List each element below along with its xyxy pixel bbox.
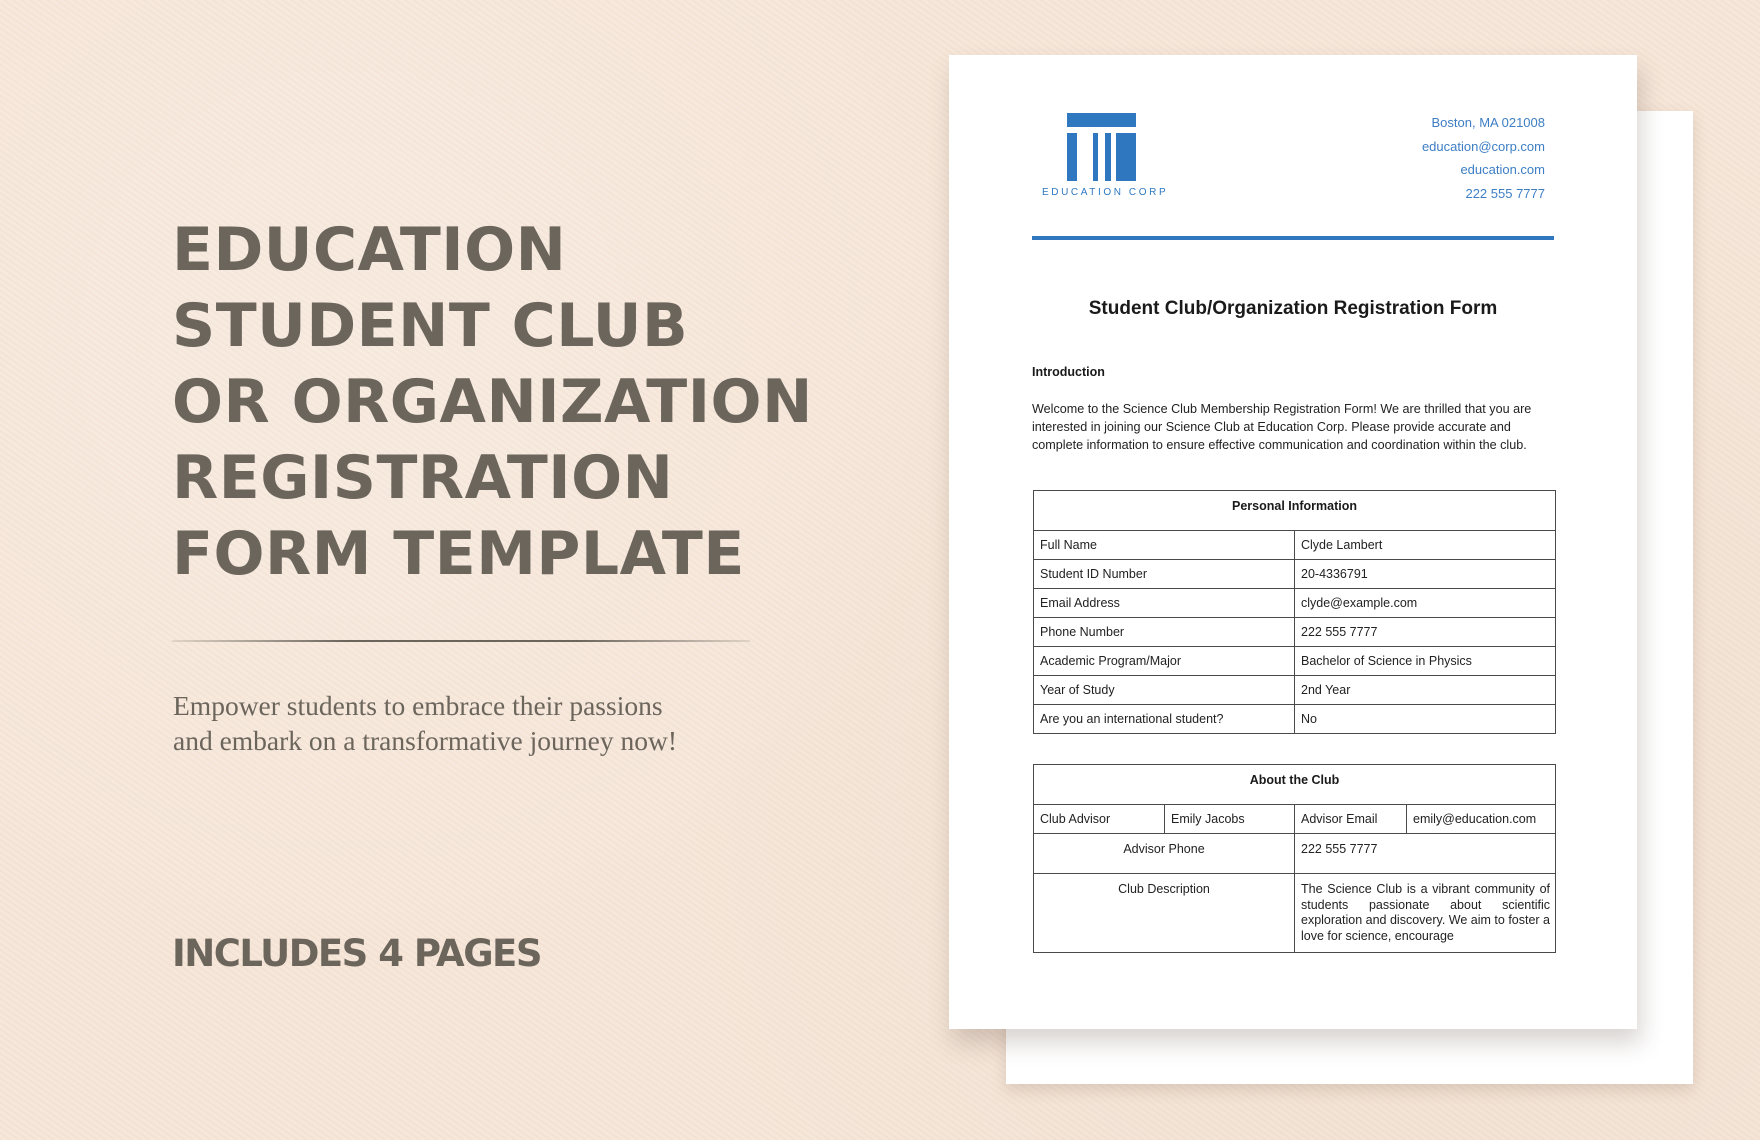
field-label: Year of Study <box>1034 676 1295 705</box>
field-value: Clyde Lambert <box>1295 531 1556 560</box>
form-title: Student Club/Organization Registration Form <box>1088 298 1498 319</box>
promo-title <box>172 212 813 592</box>
promo-tagline-line: and embark on a transformative journey now! <box>173 725 677 756</box>
promo-divider <box>172 640 750 642</box>
field-value: Bachelor of Science in Physics <box>1295 647 1556 676</box>
field-value: No <box>1295 705 1556 734</box>
table-row <box>1034 618 1556 647</box>
field-label: Full Name <box>1034 531 1295 560</box>
header-divider <box>1032 236 1554 240</box>
table-row <box>1034 589 1556 618</box>
document-page-front <box>949 55 1637 1029</box>
contact-block <box>1422 111 1545 205</box>
promo-tagline <box>173 688 773 758</box>
table-row <box>1034 805 1556 834</box>
table-heading: About the Club <box>1034 765 1556 805</box>
personal-information-table <box>1033 490 1556 734</box>
contact-website: education.com <box>1460 162 1545 177</box>
field-value: 2nd Year <box>1295 676 1556 705</box>
table-row <box>1034 834 1556 874</box>
field-value: clyde@example.com <box>1295 589 1556 618</box>
contact-phone: 222 555 7777 <box>1465 185 1545 201</box>
promo-title-line: EDUCATION <box>172 215 567 285</box>
club-description-label: Club Description <box>1034 874 1295 953</box>
field-label: Are you an international student? <box>1034 705 1295 734</box>
club-advisor-value: Emily Jacobs <box>1165 805 1295 834</box>
promo-title-line: REGISTRATION <box>172 443 674 513</box>
field-label: Email Address <box>1034 589 1295 618</box>
contact-address: Boston, MA 021008 <box>1431 115 1545 130</box>
club-advisor-label: Club Advisor <box>1034 805 1165 834</box>
advisor-phone-label: Advisor Phone <box>1034 834 1295 874</box>
table-row <box>1034 705 1556 734</box>
table-row <box>1034 647 1556 676</box>
promo-title-line: FORM TEMPLATE <box>172 519 745 589</box>
contact-email: education@corp.com <box>1421 138 1545 154</box>
logo-text: EDUCATION CORP <box>1042 187 1169 198</box>
introduction-heading: Introduction <box>1032 365 1105 379</box>
field-label: Student ID Number <box>1034 560 1295 589</box>
promo-title-line: OR ORGANIZATION <box>172 367 813 437</box>
field-label: Phone Number <box>1034 618 1295 647</box>
page-count-label: INCLUDES 4 PAGES <box>172 932 541 975</box>
field-value: 20-4336791 <box>1295 560 1556 589</box>
promo-title-line: STUDENT CLUB <box>172 291 689 361</box>
about-club-table <box>1033 764 1556 953</box>
field-value: 222 555 7777 <box>1295 618 1556 647</box>
field-label: Academic Program/Major <box>1034 647 1295 676</box>
advisor-phone-value: 222 555 7777 <box>1295 834 1556 874</box>
advisor-email-value: emily@education.com <box>1407 805 1556 834</box>
table-heading: Personal Information <box>1034 491 1556 531</box>
introduction-body: Welcome to the Science Club Membership Registration Form! We are thrilled that you are interested in joining our Science Club at Education Corp. Please provide accurate and complete information to ensure effective communication and coordination within the club. <box>1032 402 1532 452</box>
table-row <box>1034 874 1556 953</box>
table-row <box>1034 560 1556 589</box>
table-row <box>1034 676 1556 705</box>
club-description-value: The Science Club is a vibrant community of students passionate about scientific exploration and discovery. We aim to foster a love for science, encourage <box>1295 874 1556 953</box>
table-row <box>1034 531 1556 560</box>
advisor-email-label: Advisor Email <box>1295 805 1407 834</box>
promo-tagline-line: Empower students to embrace their passions <box>173 690 663 721</box>
